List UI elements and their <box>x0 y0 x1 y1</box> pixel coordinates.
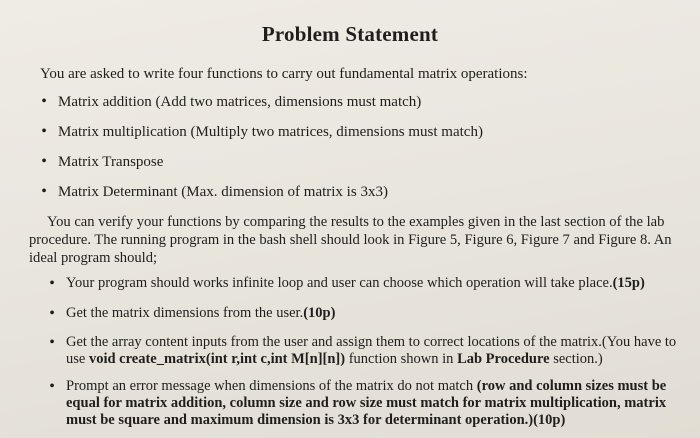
requirement-3-part1: Get the array content inputs from the user and assign them to correct locations of the matrix.(You have to use <box>66 334 677 367</box>
operation-text: Matrix multiplication (Multiply two matrices, dimensions must match) <box>58 124 483 140</box>
requirements-list <box>38 275 678 429</box>
bullet-icon: • <box>41 123 47 140</box>
page-title: Problem Statement <box>261 22 439 46</box>
bullet-icon: • <box>41 153 47 170</box>
requirement-text <box>66 378 678 429</box>
intro-text: You are asked to write four functions to carry out fundamental matrix operations: <box>40 66 528 82</box>
list-item <box>30 152 483 182</box>
list-item <box>30 122 483 152</box>
requirement-text <box>66 305 678 322</box>
operation-text: Matrix Transpose <box>58 154 164 170</box>
requirement-text <box>66 275 678 292</box>
requirement-2-text: Get the matrix dimensions from the user. <box>66 305 304 321</box>
bullet-icon: • <box>41 93 47 110</box>
bullet-icon: • <box>49 334 55 351</box>
requirement-1-text: Your program should works infinite loop and user can choose which operation will take place. <box>66 275 613 291</box>
points-label: (15p) <box>612 275 645 291</box>
requirement-3-part3: section.) <box>549 351 603 367</box>
bullet-icon: • <box>49 275 55 292</box>
requirement-3-part2: function shown in <box>345 351 458 367</box>
requirement-4-conditions: (row and column sizes must be equal for matrix addition, column size and row size must match for matrix multiplication, matrix must be square and maximum dimension is 3x3 for determinant operation.)(10p) <box>66 378 667 428</box>
bullet-icon: • <box>49 305 55 322</box>
requirement-4-part1: Prompt an error message when dimensions of the matrix do not match <box>66 378 477 394</box>
list-item <box>38 378 678 429</box>
operations-list <box>30 92 483 212</box>
list-item <box>30 92 483 122</box>
operation-text: Matrix addition (Add two matrices, dimensions must match) <box>58 94 422 110</box>
operation-text: Matrix Determinant (Max. dimension of matrix is 3x3) <box>58 184 388 200</box>
bullet-icon: • <box>49 378 55 395</box>
list-item <box>30 182 483 212</box>
points-label: (10p) <box>303 305 336 321</box>
bullet-icon: • <box>41 183 47 200</box>
verification-paragraph: You can verify your functions by comparing the results to the examples given in the last section of the lab procedure. The running program in the bash shell should look in Figure 5, Figure 6, Figure 7 and Figure 8. An ideal program should; <box>29 214 672 266</box>
section-reference: Lab Procedure <box>457 351 550 367</box>
list-item <box>38 275 678 292</box>
list-item <box>38 305 678 322</box>
requirement-text <box>66 334 678 368</box>
function-signature: void create_matrix(int r,int c,int M[n][n]) <box>88 351 346 367</box>
list-item <box>38 334 678 368</box>
